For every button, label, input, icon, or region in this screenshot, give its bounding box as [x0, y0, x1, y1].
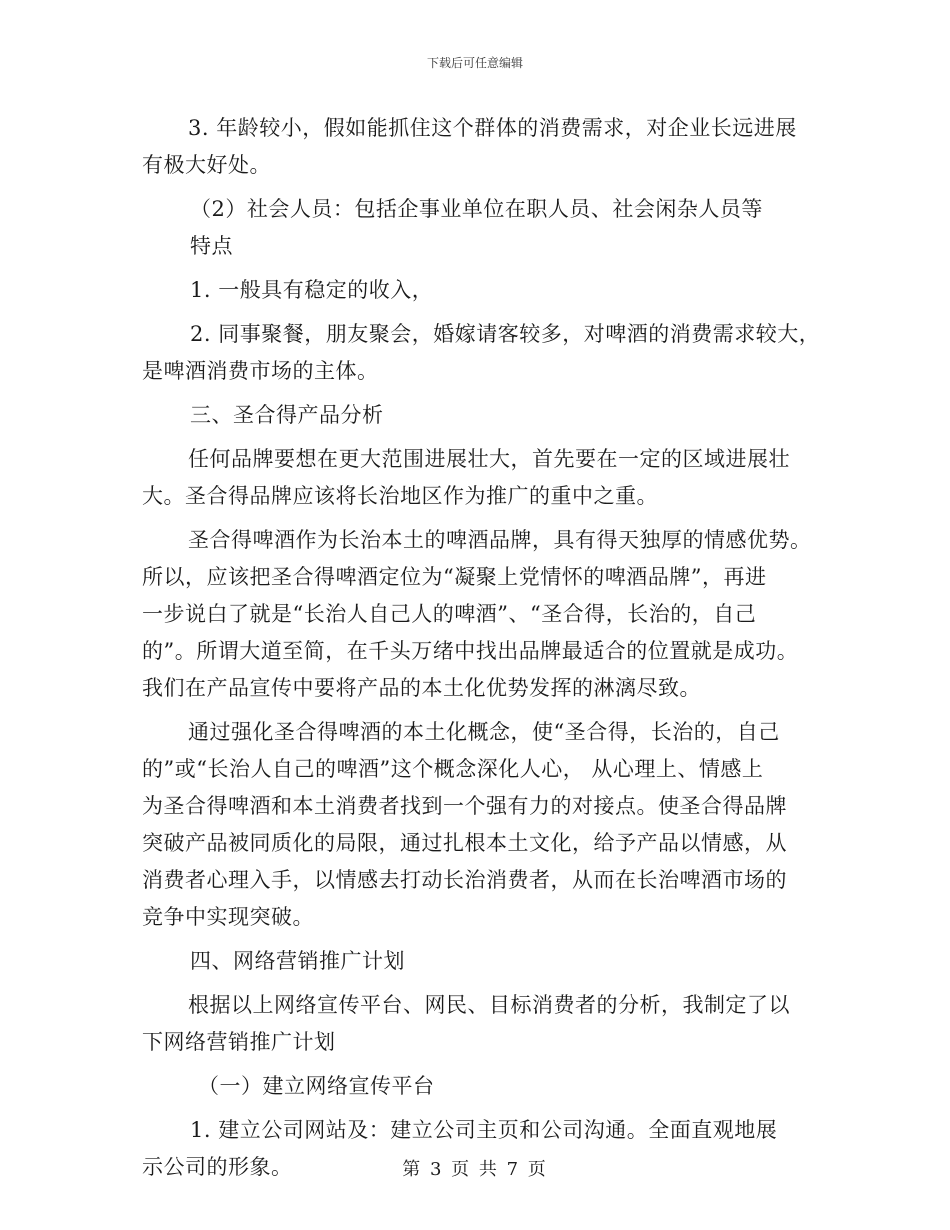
paragraph-line: 一步说白了就是“长治人自己人的啤酒”、“圣合得，长治的，自己: [142, 602, 757, 626]
subsection-heading: （一）建立网络宣传平台: [198, 1074, 435, 1098]
paragraph-line: 的”。所谓大道至简，在千头万绪中找出品牌最适合的位置就是成功。: [142, 639, 799, 663]
paragraph-line: 2. 同事聚餐，朋友聚会，婚嫁请客较多，对啤酒的消费需求较大，: [190, 322, 821, 346]
paragraph-line: 特点: [190, 234, 233, 258]
page-number: 第 3 页 共 7 页: [402, 1159, 548, 1180]
paragraph-line: 突破产品被同质化的局限，通过扎根本土文化，给予产品以情感，从: [142, 831, 787, 855]
paragraph-line: 3. 年龄较小，假如能抓住这个群体的消费需求，对企业长远进展: [188, 116, 797, 140]
paragraph-line: 有极大好处。: [142, 153, 271, 177]
paragraph-line: 1. 一般具有稳定的收入，: [190, 278, 434, 302]
document-body: [142, 110, 821, 1186]
paragraph-line: 竞争中实现突破。: [142, 905, 314, 929]
section-heading: 四、网络营销推广计划: [190, 949, 405, 973]
paragraph-line: 大。圣合得品牌应该将长治地区作为推广的重中之重。: [142, 484, 658, 508]
paragraph-line: 为圣合得啤酒和本土消费者找到一个强有力的对接点。使圣合得品牌: [142, 794, 787, 818]
paragraph-line: 任何品牌要想在更大范围进展壮大，首先要在一定的区域进展壮: [188, 447, 790, 471]
header-note: 下载后可任意编辑: [426, 56, 523, 70]
paragraph-line: 消费者心理入手，以情感去打动长治消费者，从而在长治啤酒市场的: [142, 868, 787, 892]
paragraph-line: 示公司的形象。: [142, 1155, 293, 1179]
paragraph-line: 下网络营销推广计划: [142, 1030, 336, 1054]
paragraph-line: 是啤酒消费市场的主体。: [142, 359, 379, 383]
paragraph-line: 根据以上网络宣传平台、网民、目标消费者的分析，我制定了以: [188, 993, 790, 1017]
paragraph-line: 圣合得啤酒作为长治本土的啤酒品牌，具有得天独厚的情感优势。: [188, 528, 812, 552]
paragraph-line: 的”或“长治人自己的啤酒”这个概念深化人心， 从心理上、情感上: [142, 757, 764, 781]
section-heading: 三、圣合得产品分析: [190, 403, 384, 427]
paragraph-line: 1. 建立公司网站及：建立公司主页和公司沟通。全面直观地展: [190, 1118, 778, 1142]
paragraph-line: （2）社会人员：包括企事业单位在职人员、社会闲杂人员等: [190, 197, 763, 221]
paragraph-line: 所以，应该把圣合得啤酒定位为“凝聚上党情怀的啤酒品牌”，再进: [142, 565, 767, 589]
paragraph-line: 我们在产品宣传中要将产品的本土化优势发挥的淋漓尽致。: [142, 676, 701, 700]
paragraph-line: 通过强化圣合得啤酒的本土化概念，使“圣合得，长治的，自己: [188, 720, 780, 744]
